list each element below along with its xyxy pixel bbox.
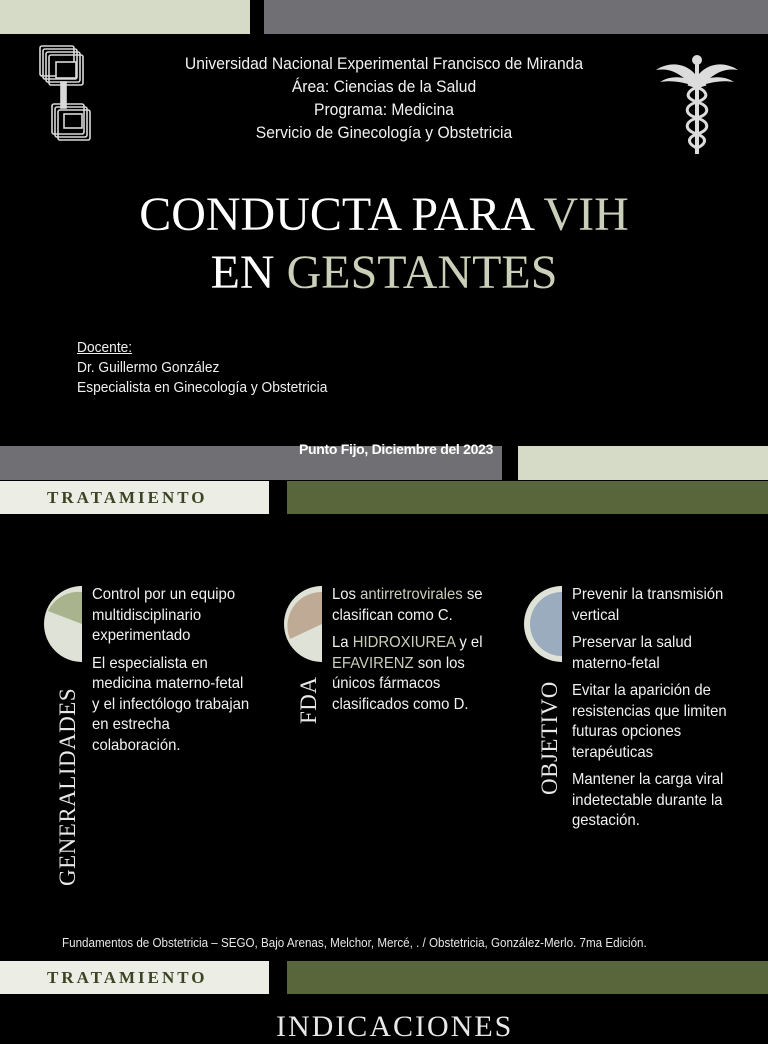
objetivo-item: Evitar la aparición de resistencias que limiten futuras opciones terapéuticas <box>572 682 727 761</box>
title-part: EN <box>210 246 287 299</box>
pie-icon-generalidades <box>36 584 84 664</box>
docente-label: Docente: <box>77 340 133 356</box>
fda-item <box>332 633 495 715</box>
section-bar-green <box>287 481 768 514</box>
fda-text-part: Los <box>332 586 361 603</box>
fda-highlight-antirretrovirales: antirretrovirales <box>360 586 463 603</box>
reference-footnote: Fundamentos de Obstetricia – SEGO, Bajo Arenas, Melchor, Mercé, . / Obstetricia, González-Merlo. 7ma Edición. <box>62 936 647 950</box>
generalidades-item: El especialista en medicina materno-fetal y el infectólogo trabajan en estrecha colaboración. <box>92 654 250 754</box>
docente-block <box>77 338 327 398</box>
section-bar-green <box>287 961 768 994</box>
caduceus-icon <box>654 52 740 156</box>
docente-title: Especialista en Ginecología y Obstetricia <box>77 380 328 396</box>
header-line-program: Programa: Medicina <box>314 100 454 119</box>
label-fda: FDA <box>296 676 321 724</box>
title-accent-gestantes: GESTANTES <box>286 246 558 299</box>
label-generalidades: GENERALIDADES <box>55 687 80 886</box>
objetivo-text <box>572 585 728 839</box>
fda-highlight-hidroxiurea: HIDROXIUREA <box>352 634 456 651</box>
header-line-service: Servicio de Ginecología y Obstetricia <box>255 123 513 142</box>
objetivo-item: Mantener la carga viral indetectable durante la gestación. <box>572 771 724 829</box>
top-left-bar <box>0 0 250 34</box>
university-logo-icon <box>36 44 98 144</box>
presentation-title <box>60 186 708 302</box>
fda-item <box>332 585 495 626</box>
header-line-university: Universidad Nacional Experimental Francisco de Miranda <box>184 54 584 73</box>
generalidades-item: Control por un equipo multidisciplinario experimentado <box>92 586 236 644</box>
bottom-right-bar <box>518 446 768 480</box>
generalidades-text <box>92 585 250 763</box>
section-label: TRATAMIENTO <box>47 488 208 507</box>
title-part: CONDUCTA PARA <box>139 188 544 241</box>
top-right-bar <box>264 0 768 34</box>
objetivo-item: Preservar la salud materno-fetal <box>572 634 692 672</box>
fda-highlight-efavirenz: EFAVIRENZ <box>332 654 414 672</box>
pie-icon-objetivo <box>516 584 564 664</box>
fda-text <box>332 585 495 722</box>
title-accent-vih: VIH <box>543 188 629 241</box>
fda-text-part: se clasifican como C. <box>332 586 483 624</box>
fda-text-part: son los únicos fármacos clasificados como D. <box>332 654 469 713</box>
indicaciones-heading: INDICACIONES <box>276 1010 514 1043</box>
header-line-area: Área: Ciencias de la Salud <box>291 77 477 96</box>
label-objetivo: OBJETIVO <box>537 681 562 795</box>
date-location: Punto Fijo, Diciembre del 2023 <box>299 441 494 457</box>
pie-icon-fda <box>276 584 324 664</box>
fda-text-part: La <box>332 634 353 651</box>
fda-text-part: y el <box>455 634 483 651</box>
docente-name: Dr. Guillermo González <box>77 360 220 376</box>
objetivo-item: Prevenir la transmisión vertical <box>572 586 724 624</box>
section-label: TRATAMIENTO <box>47 968 208 987</box>
institution-header <box>169 52 600 144</box>
